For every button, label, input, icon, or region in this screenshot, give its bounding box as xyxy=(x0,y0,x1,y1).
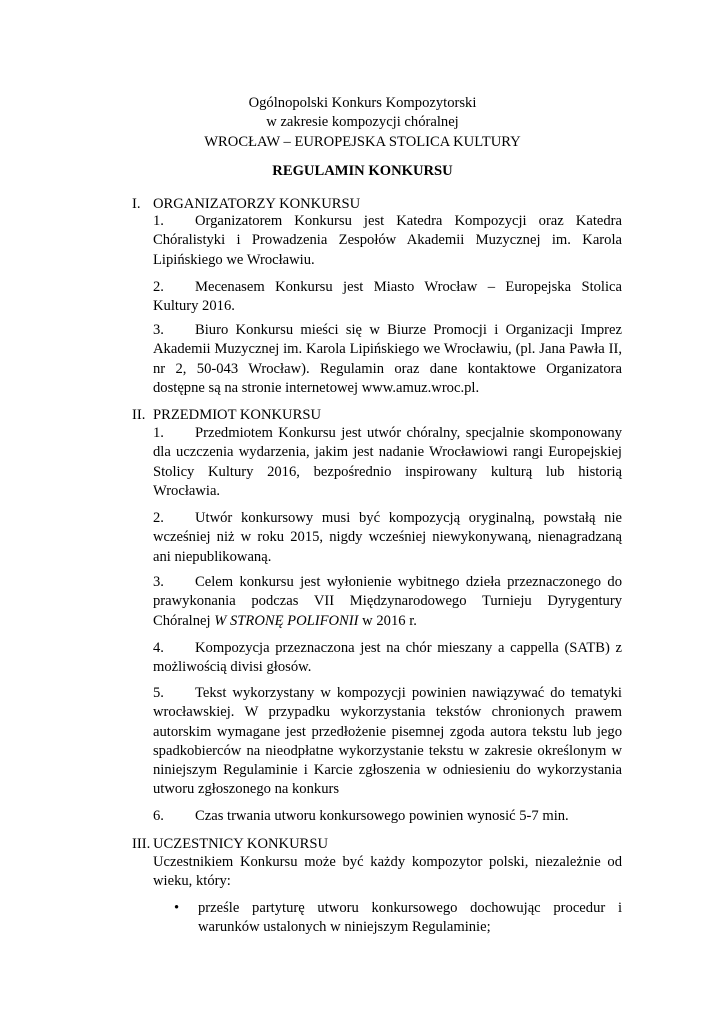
paragraph-number: 4. xyxy=(153,640,164,656)
event-name-italic: W STRONĘ POLIFONII xyxy=(214,612,359,629)
header-line-1: Ogólnopolski Konkurs Kompozytorski xyxy=(248,95,477,111)
paragraph xyxy=(153,278,622,317)
paragraph-text: Organizatorem Konkursu jest Katedra Kompozycji oraz Katedra Chóralistyki i Prowadzenia Zespołów Akademii Muzycznej im. Karola Lipińskiego we Wrocławiu. xyxy=(153,213,622,268)
paragraph-number: 2. xyxy=(153,279,164,295)
paragraph-text: Mecenasem Konkursu jest Miasto Wrocław – Europejska Stolica Kultury 2016. xyxy=(153,279,622,315)
paragraph xyxy=(153,573,622,631)
list-item-text: prześle partyturę utworu konkursowego dochowując procedur i warunków ustalonych w niniejszym Regulaminie; xyxy=(198,900,622,936)
paragraph xyxy=(153,424,622,501)
paragraph-number: 2. xyxy=(153,510,164,526)
section-title: UCZESTNICY KONKURSU xyxy=(153,836,328,852)
paragraph-text: Tekst wykorzystany w kompozycji powinien nawiązywać do tematyki wrocławskiej. W przypadku wykorzystania tekstów chronionych prawem autorskim wymagane jest przedłożenie pisemnej zgoda autora tekstu lub jego spadkobierców na nieodpłatne wykorzystanie tekstu w zakresie określonym w niniejszym Regulaminie i Karcie zgłoszenia w odniesieniu do wykorzystania utworu zgłoszonego na konkurs xyxy=(153,685,622,798)
document-header xyxy=(0,94,725,152)
section-title: ORGANIZATORZY KONKURSU xyxy=(153,196,361,212)
paragraph-text: Czas trwania utworu konkursowego powinien wynosić 5-7 min. xyxy=(195,808,569,824)
section-heading xyxy=(132,835,328,854)
paragraph-text-start: Celem konkursu jest wyłonienie wybitnego dzieła przeznaczonego do prawykonania podczas VII Międzynarodowego Turnieju Dyrygentury Chóralnej xyxy=(153,574,622,629)
paragraph-number: 3. xyxy=(153,574,164,590)
section-heading xyxy=(132,406,321,425)
section-number: I. xyxy=(132,196,141,212)
section-number: III. xyxy=(132,836,151,852)
paragraph xyxy=(153,639,622,678)
paragraph xyxy=(153,321,622,398)
paragraph-number: 1. xyxy=(153,425,164,441)
paragraph-number: 3. xyxy=(153,322,164,338)
paragraph xyxy=(153,807,622,826)
paragraph-number: 1. xyxy=(153,213,164,229)
section-number: II. xyxy=(132,407,146,423)
paragraph-text: Przedmiotem Konkursu jest utwór chóralny, specjalnie skomponowany dla uczczenia wydarzenia, jakim jest nadanie Wrocławiowi rangi Europejskiej Stolicy Kultury 2016, bezpośrednio inspirowany kulturą lub historią Wrocławia. xyxy=(153,425,622,499)
paragraph-text: Biuro Konkursu mieści się w Biurze Promocji i Organizacji Imprez Akademii Muzycznej im. Karola Lipińskiego we Wrocławiu, (pl. Jana Pawła II, nr 2, 50-043 Wrocław). Regulamin oraz dane kontaktowe Organizatora dostępne są na stronie internetowej www.amuz.wroc.pl. xyxy=(153,322,622,396)
section-intro: Uczestnikiem Konkursu może być każdy kompozytor polski, niezależnie od wieku, który: xyxy=(153,854,622,890)
header-line-3: WROCŁAW – EUROPEJSKA STOLICA KULTURY xyxy=(204,133,521,150)
paragraph xyxy=(153,684,622,800)
paragraph xyxy=(153,212,622,270)
paragraph xyxy=(153,509,622,567)
paragraph-number: 6. xyxy=(153,808,164,824)
bullet-icon: • xyxy=(174,900,180,916)
section-title: PRZEDMIOT KONKURSU xyxy=(153,407,321,423)
paragraph-text-end: w 2016 r. xyxy=(358,612,417,629)
paragraph-text: Kompozycja przeznaczona jest na chór mieszany a cappella (SATB) z możliwością divisi głosów. xyxy=(153,640,622,676)
paragraph-number: 5. xyxy=(153,685,164,701)
document-title: REGULAMIN KONKURSU xyxy=(272,163,453,179)
list-item xyxy=(174,899,622,938)
header-line-2: w zakresie kompozycji chóralnej xyxy=(266,114,459,131)
paragraph-text: Utwór konkursowy musi być kompozycją oryginalną, powstałą nie wcześniej niż w roku 2015, nigdy wcześniej niewykonywaną, nienagradzaną ani niepublikowaną. xyxy=(153,510,622,565)
